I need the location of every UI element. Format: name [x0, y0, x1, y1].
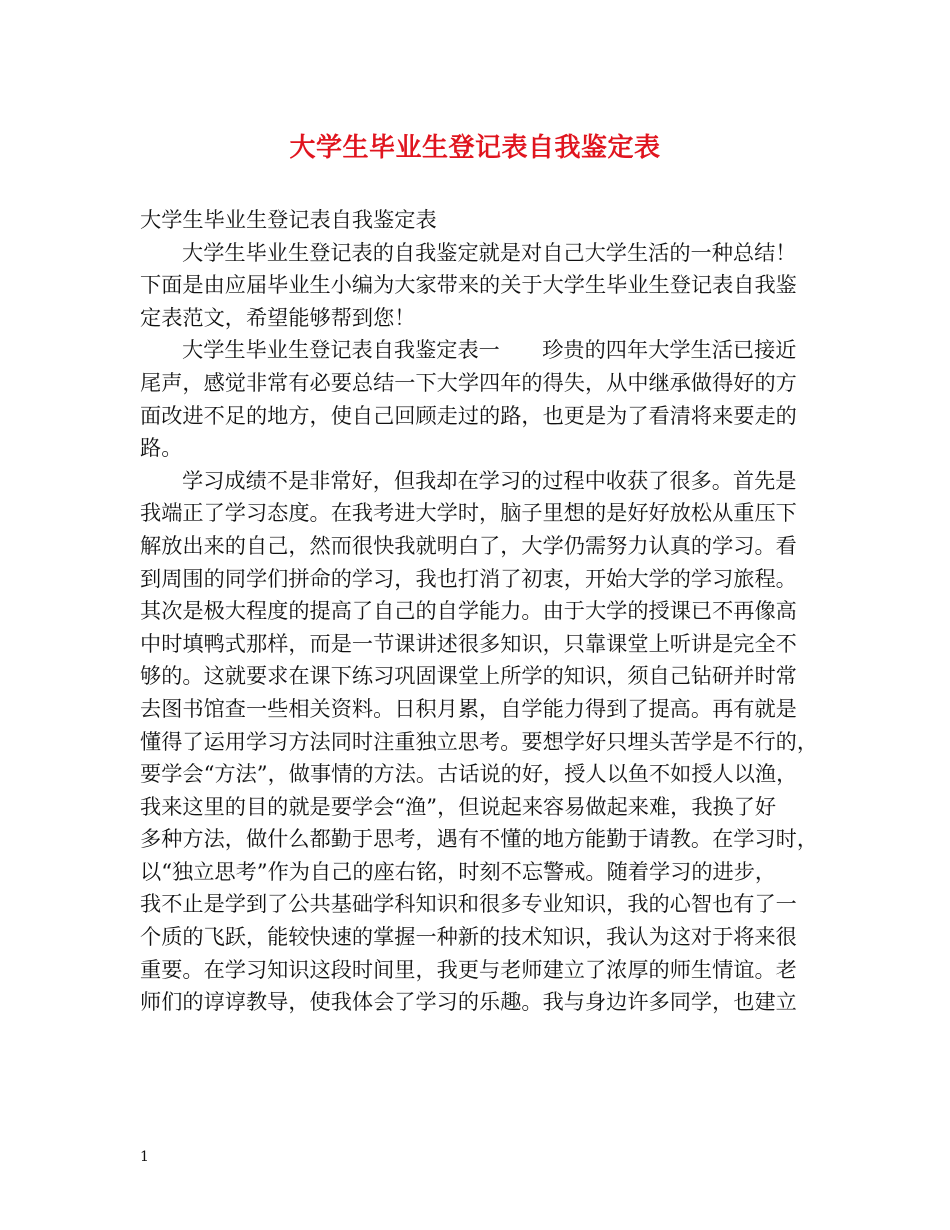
- text-line: 多种方法，做什么都勤于思考，遇有不懂的地方能勤于请教。在学习时，: [140, 826, 819, 852]
- text-line: 中时填鸭式那样，而是一节课讲述很多知识，只靠课堂上听讲是完全不: [140, 630, 797, 656]
- text-line: 其次是极大程度的提高了自己的自学能力。由于大学的授课已不再像高: [140, 598, 797, 624]
- text-line: 懂得了运用学习方法同时注重独立思考。要想学好只埋头苦学是不行的，: [140, 728, 819, 754]
- text-line: 定表范文，希望能够帮到您！: [140, 304, 416, 330]
- text-line: 个质的飞跃，能较快速的掌握一种新的技术知识，我认为这对于将来很: [140, 924, 797, 950]
- text-line: 到周围的同学们拼命的学习，我也打消了初衷，开始大学的学习旅程。: [140, 565, 797, 591]
- page-number: 1: [140, 1149, 149, 1165]
- document-body: [140, 204, 824, 1019]
- text-line: 面改进不足的地方，使自己回顾走过的路，也更是为了看清将来要走的: [140, 402, 797, 428]
- text-line: 尾声，感觉非常有必要总结一下大学四年的得失，从中继承做得好的方: [140, 369, 797, 395]
- text-line: 去图书馆查一些相关资料。日积月累，自学能力得到了提高。再有就是: [140, 695, 797, 721]
- text-line: 大学生毕业生登记表自我鉴定表一 珍贵的四年大学生活已接近: [182, 337, 797, 363]
- text-line: 解放出来的自己，然而很快我就明白了，大学仍需努力认真的学习。看: [140, 532, 797, 558]
- text-line: 够的。这就要求在课下练习巩固课堂上所学的知识，须自己钻研并时常: [140, 663, 797, 689]
- text-line: 师们的谆谆教导，使我体会了学习的乐趣。我与身边许多同学，也建立: [140, 989, 797, 1015]
- text-line: 下面是由应届毕业生小编为大家带来的关于大学生毕业生登记表自我鉴: [140, 272, 797, 298]
- text-line: 我端正了学习态度。在我考进大学时，脑子里想的是好好放松从重压下: [140, 500, 797, 526]
- text-line: 以“独立思考”作为自己的座右铭，时刻不忘警戒。随着学习的进步，: [140, 858, 777, 884]
- text-line: 大学生毕业生登记表的自我鉴定就是对自己大学生活的一种总结！: [182, 239, 797, 265]
- text-line: 要学会“方法”，做事情的方法。古话说的好，授人以鱼不如授人以渔，: [140, 761, 798, 787]
- text-line: 大学生毕业生登记表自我鉴定表: [140, 207, 437, 232]
- text-line: 路。: [140, 435, 183, 461]
- text-line: 重要。在学习知识这段时间里，我更与老师建立了浓厚的师生情谊。老: [140, 956, 797, 982]
- document-title: 大学生毕业生登记表自我鉴定表: [289, 133, 661, 163]
- text-line: 我不止是学到了公共基础学科知识和很多专业知识，我的心智也有了一: [140, 891, 797, 917]
- text-line: 我来这里的目的就是要学会“渔”，但说起来容易做起来难，我换了好: [140, 793, 777, 819]
- text-line: 学习成绩不是非常好，但我却在学习的过程中收获了很多。首先是: [182, 467, 797, 493]
